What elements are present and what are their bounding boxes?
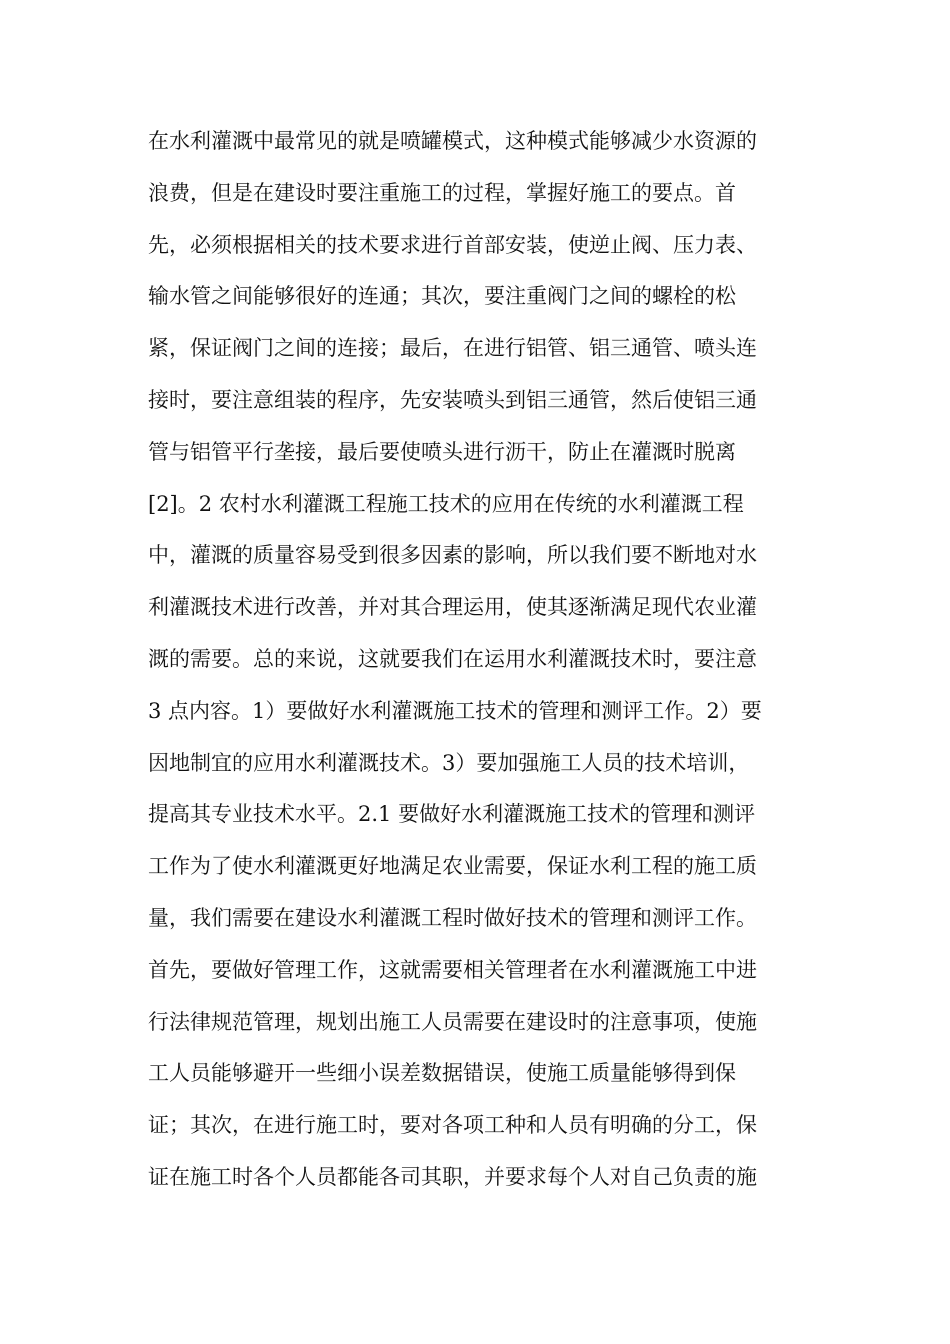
text-line: 在水利灌溉中最常见的就是喷罐模式，这种模式能够减少水资源的: [148, 129, 757, 153]
text-line: [2]。2 农村水利灌溉工程施工技术的应用在传统的水利灌溉工程: [148, 491, 744, 516]
text-line: 输水管之间能够很好的连通；其次，要注重阀门之间的螺栓的松: [148, 284, 736, 309]
text-line: 接时，要注意组装的程序，先安装喷头到铝三通管，然后使铝三通: [148, 387, 757, 412]
text-line: 先，必须根据相关的技术要求进行首部安装，使逆止阀、压力表、: [148, 232, 757, 257]
text-line: 工人员能够避开一些细小误差数据错误，使施工质量能够得到保: [148, 1061, 736, 1086]
text-line: 工作为了使水利灌溉更好地满足农业需要，保证水利工程的施工质: [148, 854, 757, 879]
text-line: 提高其专业技术水平。2.1 要做好水利灌溉施工技术的管理和测评: [148, 802, 756, 827]
text-line: 中，灌溉的质量容易受到很多因素的影响，所以我们要不断地对水: [148, 543, 757, 568]
text-line: 3 点内容。1）要做好水利灌溉施工技术的管理和测评工作。2）要: [148, 698, 762, 723]
text-line: 管与铝管平行垄接，最后要使喷头进行沥干，防止在灌溉时脱离: [148, 439, 736, 464]
text-line: 证在施工时各个人员都能各司其职，并要求每个人对自己负责的施: [148, 1164, 757, 1189]
text-line: 因地制宜的应用水利灌溉技术。3）要加强施工人员的技术培训，: [148, 750, 750, 775]
text-line: 证；其次，在进行施工时，要对各项工种和人员有明确的分工，保: [148, 1113, 757, 1138]
text-line: 浪费，但是在建设时要注重施工的过程，掌握好施工的要点。首: [148, 180, 736, 205]
text-line: 紧，保证阀门之间的连接；最后，在进行铝管、铝三通管、喷头连: [148, 336, 757, 361]
text-line: 量，我们需要在建设水利灌溉工程时做好技术的管理和测评工作。: [148, 905, 757, 930]
body-text: [148, 116, 808, 1204]
text-line: 利灌溉技术进行改善，并对其合理运用，使其逐渐满足现代农业灌: [148, 595, 757, 620]
text-line: 行法律规范管理，规划出施工人员需要在建设时的注意事项，使施: [148, 1009, 757, 1034]
text-line: 溉的需要。总的来说，这就要我们在运用水利灌溉技术时，要注意: [148, 646, 757, 671]
text-line: 首先，要做好管理工作，这就需要相关管理者在水利灌溉施工中进: [148, 957, 757, 982]
